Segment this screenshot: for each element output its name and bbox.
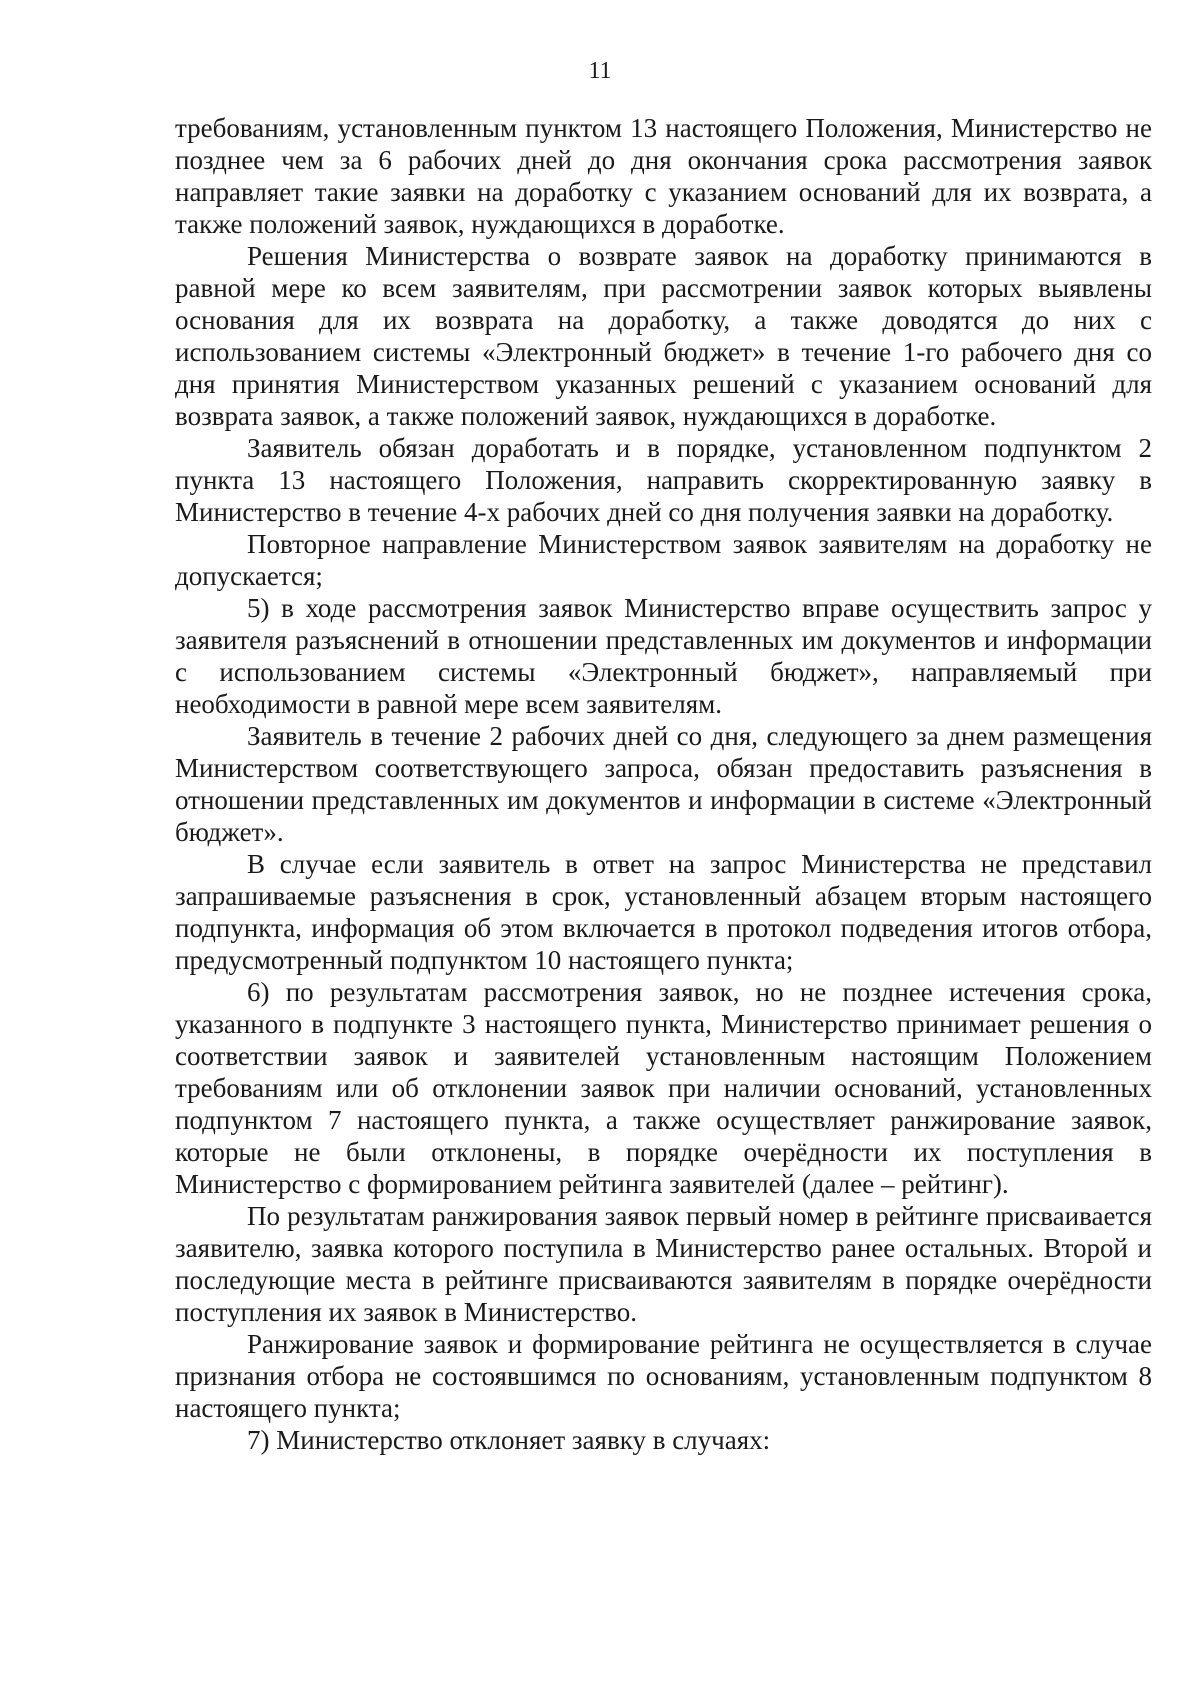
document-body <box>175 112 1152 1456</box>
paragraph: В случае если заявитель в ответ на запрос Министерства не представил запрашиваемые разъяснения в срок, установленный абзацем вторым настоящего подпункта, информация об этом включается в протокол подведения итогов отбора, предусмотренный подпунктом 10 настоящего пункта; <box>175 849 1152 975</box>
page-number: 11 <box>588 58 612 84</box>
paragraph: 5) в ходе рассмотрения заявок Министерство вправе осуществить запрос у заявителя разъяснений в отношении представленных им документов и информации с использованием системы «Электронный бюджет», направляемый при необходимости в равной мере всем заявителям. <box>175 593 1152 719</box>
paragraph: 6) по результатам рассмотрения заявок, но не позднее истечения срока, указанного в подпункте 3 настоящего пункта, Министерство принимает решения о соответствии заявок и заявителей установленным настоящим Положением требованиям или об отклонении заявок при наличии оснований, установленных подпунктом 7 настоящего пункта, а также осуществляет ранжирование заявок, которые не были отклонены, в порядке очерёдности их поступления в Министерство с формированием рейтинга заявителей (далее – рейтинг). <box>175 977 1152 1199</box>
paragraph: Повторное направление Министерством заявок заявителям на доработку не допускается; <box>175 529 1152 591</box>
paragraph: Решения Министерства о возврате заявок на доработку принимаются в равной мере ко всем заявителям, при рассмотрении заявок которых выявлены основания для их возврата на доработку, а также доводятся до них с использованием системы «Электронный бюджет» в течение 1-го рабочего дня со дня принятия Министерством указанных решений с указанием оснований для возврата заявок, а также положений заявок, нуждающихся в доработке. <box>175 241 1152 431</box>
paragraph-continuation: требованиям, установленным пунктом 13 настоящего Положения, Министерство не позднее чем за 6 рабочих дней до дня окончания срока рассмотрения заявок направляет такие заявки на доработку с указанием оснований для их возврата, а также положений заявок, нуждающихся в доработке. <box>175 113 1152 239</box>
paragraph: Ранжирование заявок и формирование рейтинга не осуществляется в случае признания отбора не состоявшимся по основаниям, установленным подпунктом 8 настоящего пункта; <box>175 1329 1152 1423</box>
paragraph: Заявитель обязан доработать и в порядке, установленном подпунктом 2 пункта 13 настоящего Положения, направить скорректированную заявку в Министерство в течение 4-х рабочих дней со дня получения заявки на доработку. <box>175 433 1152 527</box>
paragraph: Заявитель в течение 2 рабочих дней со дня, следующего за днем размещения Министерством соответствующего запроса, обязан предоставить разъяснения в отношении представленных им документов и информации в системе «Электронный бюджет». <box>175 721 1152 847</box>
paragraph: По результатам ранжирования заявок первый номер в рейтинге присваивается заявителю, заявка которого поступила в Министерство ранее остальных. Второй и последующие места в рейтинге присваиваются заявителям в порядке очерёдности поступления их заявок в Министерство. <box>175 1201 1152 1327</box>
paragraph: 7) Министерство отклоняет заявку в случаях: <box>247 1425 771 1455</box>
